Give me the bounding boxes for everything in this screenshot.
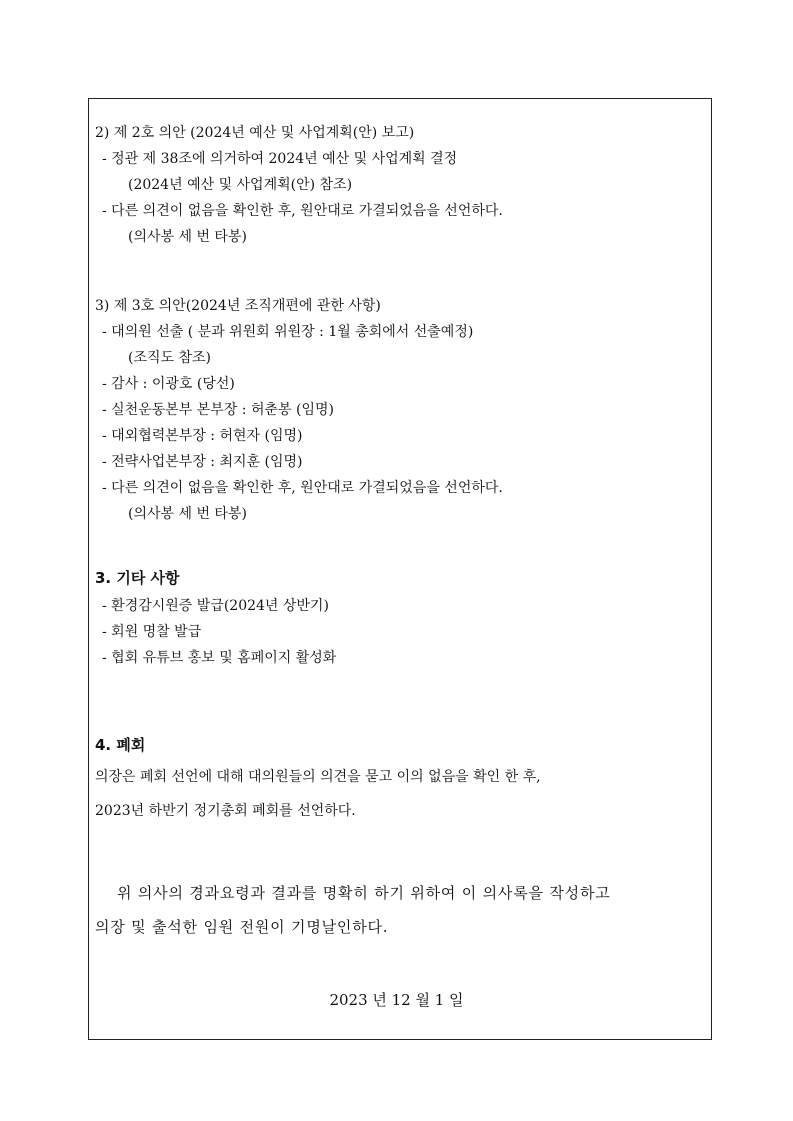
agenda-2-title: 2) 제 2호 의안 (2024년 예산 및 사업계획(안) 보고) xyxy=(95,125,415,141)
closing-line: 위 의사의 경과요령과 결과를 명확히 하기 위하여 이 의사록을 작성하고 xyxy=(117,884,611,902)
section-3-line: - 회원 명찰 발급 xyxy=(102,624,202,640)
section-4-line: 2023년 하반기 정기총회 폐회를 선언하다. xyxy=(95,803,356,819)
section-4-line: 의장은 폐회 선언에 대해 대의원들의 의견을 묻고 이의 없음을 확인 한 후, xyxy=(95,769,541,785)
closing-line: 의장 및 출석한 임원 전원이 기명날인하다. xyxy=(95,918,389,936)
agenda-2-line: (2024년 예산 및 사업계획(안) 참조) xyxy=(128,177,353,193)
agenda-3-line: - 대의원 선출 ( 분과 위원회 위원장 : 1월 총회에서 선출예정) xyxy=(102,324,474,340)
section-4-heading: 4. 폐회 xyxy=(95,736,146,754)
section-3-line: - 협회 유튜브 홍보 및 홈페이지 활성화 xyxy=(102,650,337,666)
agenda-3-line: - 감사 : 이광호 (당선) xyxy=(102,376,235,392)
agenda-3-title: 3) 제 3호 의안(2024년 조직개편에 관한 사항) xyxy=(95,298,381,314)
agenda-2-line: - 정관 제 38조에 의거하여 2024년 예산 및 사업계획 결정 xyxy=(102,151,458,167)
section-3-heading: 3. 기타 사항 xyxy=(95,569,180,587)
document-date: 2023 년 12 월 1 일 xyxy=(329,991,464,1009)
agenda-3-line: (조직도 참조) xyxy=(128,350,211,366)
agenda-3-line: - 전략사업본부장 : 최지훈 (임명) xyxy=(102,454,303,470)
agenda-3-line: (의사봉 세 번 타봉) xyxy=(128,506,247,522)
agenda-3-line: - 대외협력본부장 : 허현자 (임명) xyxy=(102,428,303,444)
agenda-2-line: (의사봉 세 번 타봉) xyxy=(128,229,247,245)
agenda-3-line: - 실천운동본부 본부장 : 허춘봉 (임명) xyxy=(102,402,334,418)
section-3-line: - 환경감시원증 발급(2024년 상반기) xyxy=(102,598,329,614)
agenda-2-line: - 다른 의견이 없음을 확인한 후, 원안대로 가결되었음을 선언하다. xyxy=(102,203,503,219)
agenda-3-line: - 다른 의견이 없음을 확인한 후, 원안대로 가결되었음을 선언하다. xyxy=(102,480,503,496)
